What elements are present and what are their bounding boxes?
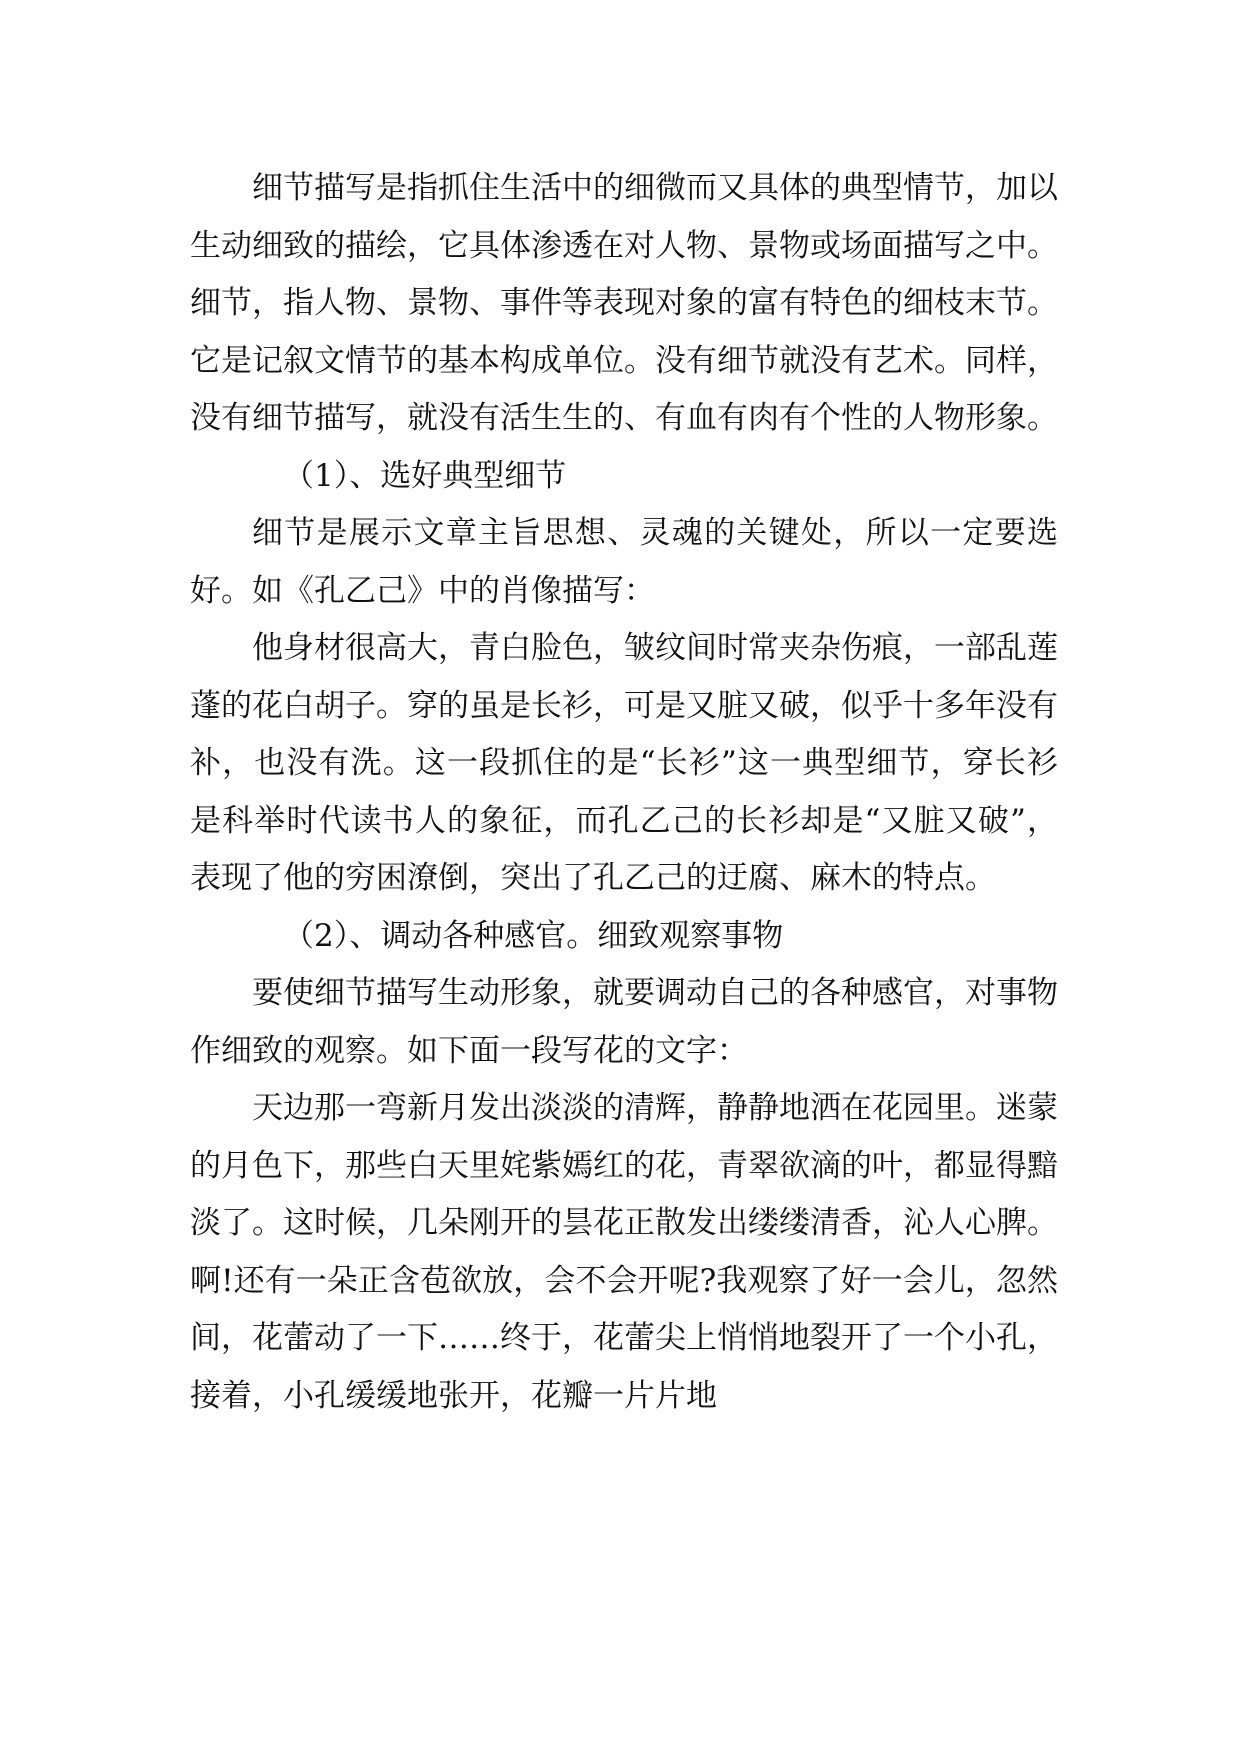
paragraph-section-1-intro: 细节是展示文章主旨思想、灵魂的关键处，所以一定要选好。如《孔乙己》中的肖像描写： [190,515,1058,609]
document-body [190,160,1058,1425]
paragraph-intro: 细节描写是指抓住生活中的细微而又具体的典型情节，加以生动细致的描绘，它具体渗透在对人物、景物或场面描写之中。细节，指人物、景物、事件等表现对象的富有特色的细枝末节。它是记叙文情节的基本构成单位。没有细节就没有艺术。同样，没有细节描写，就没有活生生的、有血有肉有个性的人物形象。 [190,170,1058,436]
paragraph-section-2-intro: 要使细节描写生动形象，就要调动自己的各种感官，对事物作细致的观察。如下面一段写花的文字： [190,975,1058,1069]
section-heading-2: （2）、调动各种感官。细致观察事物 [283,917,784,954]
section-heading-1: （1）、选好典型细节 [283,457,567,494]
paragraph-flower-example: 天边那一弯新月发出淡淡的清辉，静静地洒在花园里。迷蒙的月色下，那些白天里姹紫嫣红的花，青翠欲滴的叶，都显得黯淡了。这时候，几朵刚开的昙花正散发出缕缕清香，沁人心脾。啊!还有一朵正含苞欲放，会不会开呢?我观察了好一会儿，忽然间，花蕾动了一下……终于，花蕾尖上悄悄地裂开了一个小孔，接着，小孔缓缓地张开，花瓣一片片地 [190,1090,1058,1414]
paragraph-kongyiji-example: 他身材很高大，青白脸色，皱纹间时常夹杂伤痕，一部乱莲蓬的花白胡子。穿的虽是长衫，可是又脏又破，似乎十多年没有补，也没有洗。这一段抓住的是“长衫”这一典型细节，穿长衫是科举时代读书人的象征，而孔乙己的长衫却是“又脏又破”，表现了他的穷困潦倒，突出了孔乙己的迂腐、麻木的特点。 [190,630,1058,896]
